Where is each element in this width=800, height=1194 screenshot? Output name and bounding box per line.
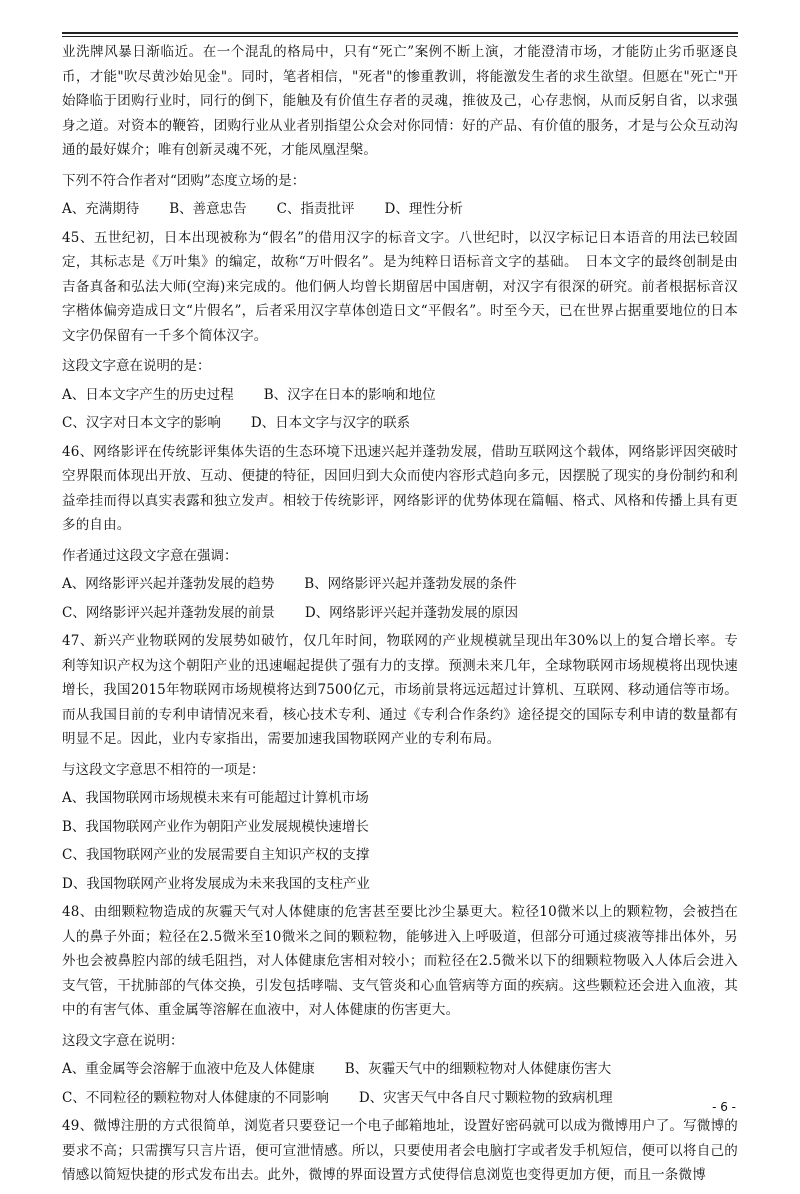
q47-option-b: B、我国物联网产业作为朝阳产业发展规模快速增长 (62, 818, 369, 835)
q47-option-a: A、我国物联网市场规模未来有可能超过计算机市场 (62, 790, 369, 806)
q48-option-c: C、不同粒径的颗粒物对人体健康的不同影响 (62, 1089, 329, 1106)
q44-question: 下列不符合作者对“团购”态度立场的是： (62, 172, 306, 189)
q44-option-a: A、充满期待 (62, 201, 140, 217)
q48-option-d: D、灾害天气中各自尺寸颗粒物的致病机理 (358, 1089, 613, 1106)
q48-passage: 48、由细颗粒物造成的灰霾天气对人体健康的危害甚至要比沙尘暴更大。粒径10微米以上的颗粒物，会被挡在人的鼻子外面；粒径在2.5微米至10微米之间的颗粒物，能够进入上呼吸道，但部分可通过痰液等排出体外，另外也会被鼻腔内部的绒毛阻挡，对人体健康危害相对较小；而粒径在2.5微米以下的细颗粒物吸入人体后会进入支气管，干扰肺部的气体交换，引发包括哮喘、支气管炎和心血管病等方面的疾病。这些颗粒还会进入血液，其中的有害气体、重金属等溶解在血液中，对人体健康的伤害更大。 (62, 904, 738, 1018)
q45-options-row2 (62, 411, 738, 436)
q44-option-b: B、善意忠告 (169, 201, 247, 217)
q48-option-a: A、重金属等会溶解于血液中危及人体健康 (62, 1061, 315, 1077)
q47-passage: 47、新兴产业物联网的发展势如破竹，仅几年时间，物联网的产业规模就呈现出年30%以上的复合增长率。专利等知识产权为这个朝阳产业的迅速崛起提供了强有力的支撑。预测未来几年，全球物联网市场规模将出现快速增长，我国2015年物联网市场规模将达到7500亿元，市场前景将远远超过计算机、互联网、移动通信等市场。而从我国目前的专利申请情况来看，核心技术专利、通过《专利合作条约》途径提交的国际专利申请的数量都有明显不足。因此，业内专家指出，需要加速我国物联网产业的专利布局。 (62, 633, 738, 747)
q46-option-d: D、网络影评兴起并蓬勃发展的原因 (304, 604, 519, 621)
q49-passage: 49、微博注册的方式很简单，浏览者只要登记一个电子邮箱地址，设置好密码就可以成为微博用户了。写微博的要求不高；只需撰写只言片语，便可宣泄情感。所以，只要使用者会电脑打字或者发手机短信，便可以将自己的情感以简短快捷的形式发布出去。此外，微博的界面设置方式使得信息浏览也变得更加方便，而且一条微博 (62, 1118, 738, 1183)
q46-passage: 46、网络影评在传统影评集体失语的生态环境下迅速兴起并蓬勃发展，借助互联网这个载体，网络影评因突破时空界限而体现出开放、互动、便捷的特征，因回归到大众而使内容形式趋向多元，因摆脱了现实的身份制约和利益牵挂而得以真实表露和独立发声。相较于传统影评，网络影评的优势体现在篇幅、格式、风格和传播上具有更多的自由。 (62, 443, 738, 533)
header-rule-thin (62, 36, 738, 37)
q44-option-c: C、指责批评 (276, 201, 355, 217)
q46-option-c: C、网络影评兴起并蓬勃发展的前景 (62, 604, 275, 621)
q46-options-row1 (62, 572, 738, 597)
q46-option-a: A、网络影评兴起并蓬勃发展的趋势 (62, 576, 275, 592)
q47-option-d: D、我国物联网产业将发展成为未来我国的支柱产业 (62, 875, 370, 892)
q44-option-d: D、理性分析 (384, 201, 463, 217)
q46-question: 作者通过这段文字意在强调： (62, 547, 238, 564)
q45-option-d: D、日本文字与汉字的联系 (250, 415, 411, 431)
page-number: - 6 - (712, 1100, 736, 1114)
q44-options (62, 197, 738, 222)
q45-question: 这段文字意在说明的是： (62, 358, 211, 374)
q45-options-row1 (62, 383, 738, 408)
q45-option-a: A、日本文字产生的历史过程 (62, 386, 234, 403)
page-content (62, 40, 738, 1194)
q45-option-c: C、汉字对日本文字的影响 (62, 415, 221, 431)
q48-question: 这段文字意在说明： (62, 1032, 184, 1049)
q48-options-row1 (62, 1057, 738, 1082)
q48-options-row2 (62, 1086, 738, 1111)
q47-option-c: C、我国物联网产业的发展需要自主知识产权的支撑 (62, 847, 370, 863)
header-rule (62, 32, 738, 34)
q48-option-b: B、灰霾天气中的细颗粒物对人体健康伤害大 (344, 1061, 612, 1077)
q47-question: 与这段文字意思不相符的一项是： (62, 761, 265, 778)
q45-passage: 45、五世纪初，日本出现被称为“假名”的借用汉字的标音文字。八世纪时，以汉字标记日本语音的用法已较固定，其标志是《万叶集》的编定，故称“万叶假名”。是为纯粹日语标音文字的基础。 日本文字的最终创制是由吉备真备和弘法大师(空海)来完成的。他们俩人均曾长期留居中国唐朝，对汉字有很深的研究。前者根据标音汉字楷体偏旁造成日文“片假名”，后者采用汉字草体创造日文“平假名”。时至今天，已在世界占据重要地位的日本文字仍保留有一千多个简体汉字。 (62, 229, 738, 344)
intro-paragraph: 业洗牌风暴日渐临近。在一个混乱的格局中，只有“死亡”案例不断上演，才能澄清市场，才能防止劣币驱逐良币，才能"吹尽黄沙始见金"。同时，笔者相信，"死者"的惨重教训，将能激发生者的求生欲望。但愿在"死亡"开始降临于团购行业时，同行的倒下，能触及有价值生存者的灵魂，推彼及己，心存悲悯，从而反躬自省，以求强身之道。对资本的鞭笞，团购行业从业者别指望公众会对你同情：好的产品、有价值的服务，才是与公众互动沟通的最好媒介；唯有创新灵魂不死，才能凤凰涅槃。 (62, 44, 738, 158)
q46-options-row2 (62, 601, 738, 626)
q45-option-b: B、汉字在日本的影响和地位 (263, 386, 436, 403)
q46-option-b: B、网络影评兴起并蓬勃发展的条件 (304, 576, 517, 592)
